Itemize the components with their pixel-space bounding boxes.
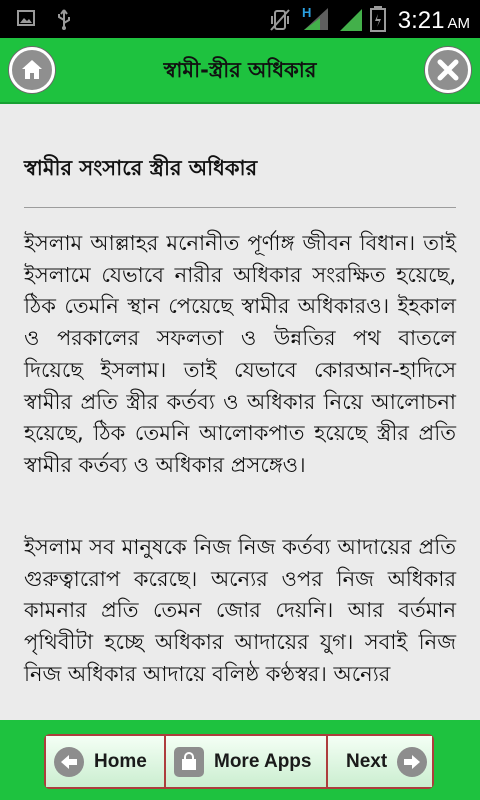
close-button[interactable] [425,47,471,93]
heading-divider [24,207,456,208]
article-heading: স্বামীর সংসারে স্ত্রীর অধিকার [24,156,258,180]
signal-bars-icon [338,5,364,39]
clock-ampm: AM [447,15,470,32]
clock [398,7,470,35]
article-content[interactable] [0,104,480,720]
title-bar [0,38,480,104]
next-label: Next [346,750,388,772]
signal-h-icon [302,4,330,38]
image-icon [16,8,36,34]
article-paragraph-2: ইসলাম সব মানুষকে নিজ নিজ কর্তব্য আদায়ের প্রতি গুরুত্বারোপ করেছে। অন্যের ওপর নিজ অধিকার কামনার প্রতি তেমন জোর দেয়নি। আর বর্তমান পৃথিবীটা হচ্ছে অধিকার আদায়ের যুগ। সবাই নিজ নিজ অধিকার আদায়ে বলিষ্ঠ কণ্ঠস্বর। অন্যের [24,535,456,686]
arrow-right-icon [397,747,427,777]
vibrate-icon [268,8,292,38]
home-nav-label: Home [94,750,147,772]
arrow-left-icon [54,747,84,777]
battery-icon [370,6,386,38]
more-apps-label: More Apps [214,750,312,772]
footer-button-group [44,734,434,789]
page-title: স্বামী-স্ত্রীর অধিকার [163,58,317,82]
more-apps-button[interactable] [166,736,328,787]
article-paragraph-1: ইসলাম আল্লাহর মনোনীত পূর্ণাঙ্গ জীবন বিধান। তাই ইসলামে যেভাবে নারীর অধিকার সংরক্ষিত হয়েছে, ঠিক তেমনি স্থান পেয়েছে স্বামীর অধিকারও। ইহকাল ও পরকালের সফলতা ও উন্নতির পথ বাতলে দিয়েছে ইসলাম। তাই যেভাবে কোরআন-হাদিসে স্বামীর প্রতি স্ত্রীর কর্তব্য ও অধিকার নিয়ে আলোচনা হয়েছে, ঠিক তেমনি আলোকপাত হয়েছে স্ত্রীর প্রতি স্বামীর কর্তব্য ও অধিকার প্রসঙ্গেও। [24,231,456,477]
home-button[interactable] [9,47,55,93]
home-icon [19,57,45,83]
status-bar [0,0,480,38]
next-button[interactable] [328,736,432,787]
home-nav-button[interactable] [46,736,166,787]
usb-icon [54,8,74,36]
clock-time: 3:21 [397,7,445,34]
close-icon [435,57,461,83]
bottom-bar [0,720,480,800]
network-type-label: H [302,5,312,20]
shopping-bag-icon [174,747,204,777]
